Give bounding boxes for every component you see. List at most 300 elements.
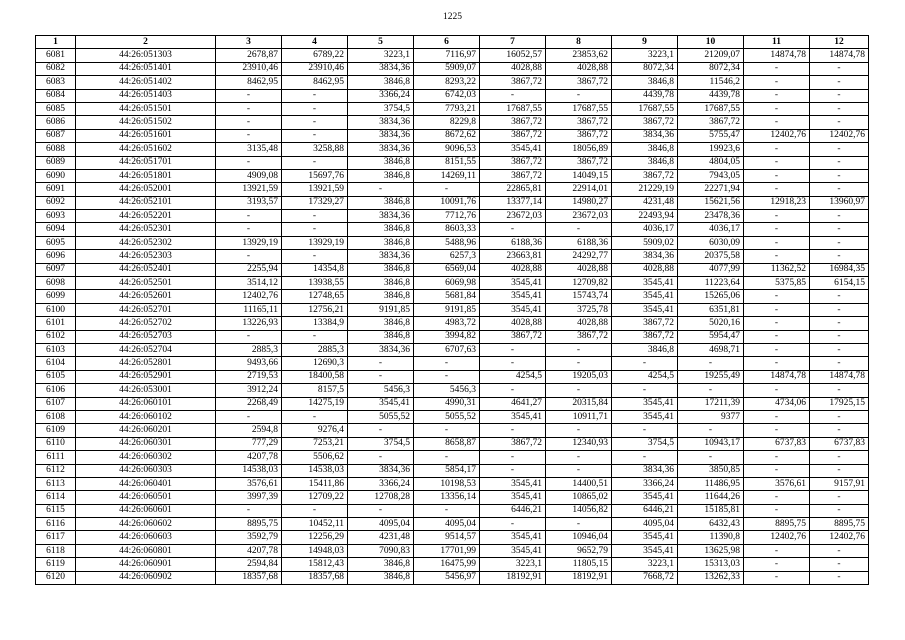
table-cell: 3223,1 bbox=[612, 49, 678, 62]
table-cell: - bbox=[810, 76, 869, 89]
table-row bbox=[36, 571, 869, 584]
table-cell: 6257,3 bbox=[414, 250, 480, 263]
table-cell: 6099 bbox=[36, 290, 76, 303]
table-cell: - bbox=[810, 236, 869, 249]
table-cell: 13356,14 bbox=[414, 491, 480, 504]
table-cell: 17687,55 bbox=[480, 102, 546, 115]
table-cell: - bbox=[282, 129, 348, 142]
table-cell: 6091 bbox=[36, 183, 76, 196]
table-cell: 6030,09 bbox=[678, 236, 744, 249]
table-cell: 3545,41 bbox=[612, 410, 678, 423]
table-cell: 4095,04 bbox=[348, 518, 414, 531]
table-cell: 5909,02 bbox=[612, 236, 678, 249]
table-cell: 9191,85 bbox=[348, 303, 414, 316]
table-cell: 18192,91 bbox=[480, 571, 546, 584]
table-cell: 22493,94 bbox=[612, 210, 678, 223]
table-cell: 16475,99 bbox=[414, 558, 480, 571]
table-cell: 10911,71 bbox=[546, 410, 612, 423]
table-cell: 3867,72 bbox=[546, 129, 612, 142]
table-cell: 18357,68 bbox=[282, 571, 348, 584]
table-cell: 17687,55 bbox=[678, 102, 744, 115]
table-cell: - bbox=[678, 424, 744, 437]
table-cell: 6095 bbox=[36, 236, 76, 249]
table-cell: 2885,3 bbox=[282, 343, 348, 356]
table-cell: 3545,41 bbox=[480, 290, 546, 303]
table-cell: - bbox=[414, 424, 480, 437]
table-cell: 44:26:052901 bbox=[76, 370, 216, 383]
table-cell: 7090,83 bbox=[348, 544, 414, 557]
table-cell: 3867,72 bbox=[480, 169, 546, 182]
table-row bbox=[36, 102, 869, 115]
table-row bbox=[36, 477, 869, 490]
table-cell: 3867,72 bbox=[612, 330, 678, 343]
table-cell: 3867,72 bbox=[612, 317, 678, 330]
table-cell: 18400,58 bbox=[282, 370, 348, 383]
table-cell: 19205,03 bbox=[546, 370, 612, 383]
table-row bbox=[36, 277, 869, 290]
table-cell: 3366,24 bbox=[348, 89, 414, 102]
table-cell: 44:26:060603 bbox=[76, 531, 216, 544]
table-cell: - bbox=[744, 76, 810, 89]
table-cell: 6707,63 bbox=[414, 343, 480, 356]
table-cell: 3545,41 bbox=[612, 397, 678, 410]
table-cell: - bbox=[414, 183, 480, 196]
table-cell: 5954,47 bbox=[678, 330, 744, 343]
table-cell: 4207,78 bbox=[216, 451, 282, 464]
table-cell: 23910,46 bbox=[216, 62, 282, 75]
table-cell: - bbox=[810, 317, 869, 330]
table-cell: 5055,52 bbox=[414, 410, 480, 423]
table-cell: - bbox=[480, 384, 546, 397]
table-cell: 44:26:052301 bbox=[76, 223, 216, 236]
table-cell: 5456,3 bbox=[348, 384, 414, 397]
table-cell: 11644,26 bbox=[678, 491, 744, 504]
table-cell: 5456,3 bbox=[414, 384, 480, 397]
table-cell: 44:26:052501 bbox=[76, 277, 216, 290]
table-cell: 12402,76 bbox=[810, 531, 869, 544]
table-cell: 4028,88 bbox=[480, 317, 546, 330]
table-cell: 4095,04 bbox=[414, 518, 480, 531]
table-cell: 3846,8 bbox=[348, 76, 414, 89]
table-cell: 4909,08 bbox=[216, 169, 282, 182]
table-cell: - bbox=[216, 250, 282, 263]
table-cell: - bbox=[480, 464, 546, 477]
table-cell: - bbox=[216, 102, 282, 115]
table-cell: 3834,36 bbox=[612, 464, 678, 477]
table-cell: 14275,19 bbox=[282, 397, 348, 410]
table-cell: 20315,84 bbox=[546, 397, 612, 410]
table-cell: 18357,68 bbox=[216, 571, 282, 584]
table-cell: 9191,85 bbox=[414, 303, 480, 316]
table-cell: 4028,88 bbox=[546, 62, 612, 75]
table-cell: 8462,95 bbox=[216, 76, 282, 89]
table-cell: 2255,94 bbox=[216, 263, 282, 276]
table-cell: 3834,36 bbox=[348, 250, 414, 263]
table-cell: 44:26:060601 bbox=[76, 504, 216, 517]
table-cell: 11165,11 bbox=[216, 303, 282, 316]
column-header: 7 bbox=[480, 36, 546, 49]
column-header: 9 bbox=[612, 36, 678, 49]
table-cell: - bbox=[744, 491, 810, 504]
table-row bbox=[36, 437, 869, 450]
table-cell: 22865,81 bbox=[480, 183, 546, 196]
table-cell: 3867,72 bbox=[480, 330, 546, 343]
table-row bbox=[36, 116, 869, 129]
table-cell: 44:26:052302 bbox=[76, 236, 216, 249]
table-cell: 15185,81 bbox=[678, 504, 744, 517]
table-cell: 6446,21 bbox=[480, 504, 546, 517]
table-cell: 4231,48 bbox=[612, 196, 678, 209]
table-cell: 10091,76 bbox=[414, 196, 480, 209]
table-cell: 6109 bbox=[36, 424, 76, 437]
table-cell: - bbox=[348, 183, 414, 196]
table-cell: - bbox=[282, 116, 348, 129]
table-cell: 3754,5 bbox=[348, 437, 414, 450]
table-cell: - bbox=[216, 330, 282, 343]
table-cell: 14874,78 bbox=[810, 370, 869, 383]
table-cell: 44:26:060801 bbox=[76, 544, 216, 557]
table-cell: 6100 bbox=[36, 303, 76, 316]
table-cell: 23672,03 bbox=[480, 210, 546, 223]
table-cell: - bbox=[216, 129, 282, 142]
table-cell: 2594,84 bbox=[216, 558, 282, 571]
table-cell: 6737,83 bbox=[810, 437, 869, 450]
table-cell: 3545,41 bbox=[480, 410, 546, 423]
table-cell: 9096,53 bbox=[414, 143, 480, 156]
table-cell: - bbox=[282, 330, 348, 343]
table-cell: - bbox=[546, 343, 612, 356]
table-cell: - bbox=[744, 464, 810, 477]
table-row bbox=[36, 156, 869, 169]
table-header bbox=[36, 36, 869, 49]
table-cell: - bbox=[282, 250, 348, 263]
table-cell: 5488,96 bbox=[414, 236, 480, 249]
table-cell: 3545,41 bbox=[480, 477, 546, 490]
table-cell: - bbox=[810, 210, 869, 223]
table-cell: 6110 bbox=[36, 437, 76, 450]
table-cell: 44:26:052801 bbox=[76, 357, 216, 370]
table-cell: 4077,99 bbox=[678, 263, 744, 276]
table-cell: 3834,36 bbox=[348, 210, 414, 223]
table-row bbox=[36, 544, 869, 557]
table-cell: - bbox=[216, 89, 282, 102]
table-cell: - bbox=[348, 504, 414, 517]
table-cell: - bbox=[744, 343, 810, 356]
table-cell: 44:26:051402 bbox=[76, 76, 216, 89]
table-cell: 6119 bbox=[36, 558, 76, 571]
table-cell: - bbox=[480, 518, 546, 531]
table-cell: 23910,46 bbox=[282, 62, 348, 75]
table-cell: 3846,8 bbox=[348, 156, 414, 169]
table-cell: 44:26:051502 bbox=[76, 116, 216, 129]
table-cell: 18056,89 bbox=[546, 143, 612, 156]
table-cell: 2594,8 bbox=[216, 424, 282, 437]
table-cell: - bbox=[810, 290, 869, 303]
table-cell: 8672,62 bbox=[414, 129, 480, 142]
column-header: 1 bbox=[36, 36, 76, 49]
table-row bbox=[36, 89, 869, 102]
table-cell: 13929,19 bbox=[216, 236, 282, 249]
table-cell: 3846,8 bbox=[348, 558, 414, 571]
table-cell: 3258,88 bbox=[282, 143, 348, 156]
table-cell: 44:26:060401 bbox=[76, 477, 216, 490]
table-cell: - bbox=[282, 210, 348, 223]
table-cell: - bbox=[744, 62, 810, 75]
table-row bbox=[36, 518, 869, 531]
table-cell: 4036,17 bbox=[678, 223, 744, 236]
table-cell: 3193,57 bbox=[216, 196, 282, 209]
table-cell: 4983,72 bbox=[414, 317, 480, 330]
table-cell: 23478,36 bbox=[678, 210, 744, 223]
table-cell: 5854,17 bbox=[414, 464, 480, 477]
table-cell: 5055,52 bbox=[348, 410, 414, 423]
table-cell: 4641,27 bbox=[480, 397, 546, 410]
table-cell: 3846,8 bbox=[348, 277, 414, 290]
table-cell: 3754,5 bbox=[612, 437, 678, 450]
table-cell: 5681,84 bbox=[414, 290, 480, 303]
table-cell: 3846,8 bbox=[348, 236, 414, 249]
table-cell: - bbox=[744, 303, 810, 316]
table-row bbox=[36, 143, 869, 156]
table-row bbox=[36, 451, 869, 464]
table-cell: 3223,1 bbox=[348, 49, 414, 62]
table-cell: 3545,41 bbox=[612, 531, 678, 544]
table-cell: 44:26:052702 bbox=[76, 317, 216, 330]
table-cell: 14874,78 bbox=[744, 49, 810, 62]
table-cell: - bbox=[810, 558, 869, 571]
table-cell: 3867,72 bbox=[480, 116, 546, 129]
table-cell: 4990,31 bbox=[414, 397, 480, 410]
table-cell: 6101 bbox=[36, 317, 76, 330]
table-cell: - bbox=[282, 504, 348, 517]
table-cell: 8157,5 bbox=[282, 384, 348, 397]
table-cell: 8895,75 bbox=[810, 518, 869, 531]
table-cell: 9276,4 bbox=[282, 424, 348, 437]
table-cell: 6737,83 bbox=[744, 437, 810, 450]
table-cell: 6096 bbox=[36, 250, 76, 263]
table-cell: 3834,36 bbox=[612, 250, 678, 263]
table-cell: 15743,74 bbox=[546, 290, 612, 303]
table-cell: - bbox=[348, 357, 414, 370]
table-cell: 44:26:051701 bbox=[76, 156, 216, 169]
table-cell: 6084 bbox=[36, 89, 76, 102]
table-cell: 4439,78 bbox=[678, 89, 744, 102]
table-cell: 3846,8 bbox=[612, 156, 678, 169]
table-cell: - bbox=[744, 169, 810, 182]
table-cell: 14049,15 bbox=[546, 169, 612, 182]
table-cell: - bbox=[414, 451, 480, 464]
table-cell: 12748,65 bbox=[282, 290, 348, 303]
table-cell: 11805,15 bbox=[546, 558, 612, 571]
table-cell: 3867,72 bbox=[546, 76, 612, 89]
table-cell: - bbox=[744, 210, 810, 223]
table-cell: 3867,72 bbox=[480, 129, 546, 142]
table-cell: 19923,6 bbox=[678, 143, 744, 156]
table-cell: 3846,8 bbox=[348, 290, 414, 303]
table-cell: 6107 bbox=[36, 397, 76, 410]
table-cell: 4804,05 bbox=[678, 156, 744, 169]
table-cell: - bbox=[810, 223, 869, 236]
table-cell: 3834,36 bbox=[348, 62, 414, 75]
table-cell: 6120 bbox=[36, 571, 76, 584]
table-cell: 3867,72 bbox=[612, 169, 678, 182]
table-cell: - bbox=[744, 357, 810, 370]
table-row bbox=[36, 384, 869, 397]
table-cell: 11362,52 bbox=[744, 263, 810, 276]
table-cell: - bbox=[216, 210, 282, 223]
table-cell: 14538,03 bbox=[282, 464, 348, 477]
table-cell: 2885,3 bbox=[216, 343, 282, 356]
table-cell: 777,29 bbox=[216, 437, 282, 450]
table-cell: - bbox=[810, 89, 869, 102]
table-cell: - bbox=[744, 102, 810, 115]
table-cell: 44:26:052703 bbox=[76, 330, 216, 343]
table-row bbox=[36, 49, 869, 62]
table-cell: 3754,5 bbox=[348, 102, 414, 115]
table-cell: 3846,8 bbox=[348, 223, 414, 236]
table-cell: 6098 bbox=[36, 277, 76, 290]
table-row bbox=[36, 196, 869, 209]
table-cell: - bbox=[282, 102, 348, 115]
table-cell: 4028,88 bbox=[480, 263, 546, 276]
column-header: 12 bbox=[810, 36, 869, 49]
table-cell: 3545,41 bbox=[348, 397, 414, 410]
column-header: 10 bbox=[678, 36, 744, 49]
table-cell: 14538,03 bbox=[216, 464, 282, 477]
table-cell: - bbox=[810, 357, 869, 370]
table-cell: - bbox=[744, 250, 810, 263]
table-cell: 4028,88 bbox=[546, 317, 612, 330]
table-cell: 3576,61 bbox=[744, 477, 810, 490]
table-cell: - bbox=[810, 504, 869, 517]
table-cell: 6102 bbox=[36, 330, 76, 343]
table-cell: 14400,51 bbox=[546, 477, 612, 490]
table-cell: - bbox=[612, 384, 678, 397]
table-cell: 44:26:051801 bbox=[76, 169, 216, 182]
table-cell: 6569,04 bbox=[414, 263, 480, 276]
table-cell: 6118 bbox=[36, 544, 76, 557]
table-cell: - bbox=[282, 410, 348, 423]
table-cell: - bbox=[282, 156, 348, 169]
table-cell: - bbox=[810, 491, 869, 504]
table-cell: 13921,59 bbox=[216, 183, 282, 196]
table-cell: 3867,72 bbox=[480, 437, 546, 450]
table-cell: 6351,81 bbox=[678, 303, 744, 316]
table-cell: 7943,05 bbox=[678, 169, 744, 182]
table-cell: 3912,24 bbox=[216, 384, 282, 397]
table-cell: 3545,41 bbox=[480, 491, 546, 504]
table-cell: - bbox=[744, 116, 810, 129]
table-cell: 7712,76 bbox=[414, 210, 480, 223]
table-cell: - bbox=[744, 410, 810, 423]
table-cell: 19255,49 bbox=[678, 370, 744, 383]
table-cell: 6085 bbox=[36, 102, 76, 115]
table-cell: - bbox=[744, 223, 810, 236]
table-cell: 13960,97 bbox=[810, 196, 869, 209]
table-cell: - bbox=[414, 370, 480, 383]
table-cell: 44:26:052101 bbox=[76, 196, 216, 209]
table-cell: 13625,98 bbox=[678, 544, 744, 557]
table-cell: 3545,41 bbox=[480, 544, 546, 557]
table-cell: 3867,72 bbox=[480, 76, 546, 89]
table-cell: 3592,79 bbox=[216, 531, 282, 544]
table-cell: - bbox=[810, 116, 869, 129]
table-cell: 6115 bbox=[36, 504, 76, 517]
table-cell: - bbox=[348, 370, 414, 383]
table-cell: 3846,8 bbox=[348, 317, 414, 330]
table-cell: 6111 bbox=[36, 451, 76, 464]
table-cell: 13377,14 bbox=[480, 196, 546, 209]
table-cell: 44:26:052704 bbox=[76, 343, 216, 356]
table-cell: 6090 bbox=[36, 169, 76, 182]
table-cell: 12402,76 bbox=[744, 129, 810, 142]
table-cell: - bbox=[678, 384, 744, 397]
table-cell: - bbox=[546, 424, 612, 437]
table-cell: 4254,5 bbox=[612, 370, 678, 383]
table-row bbox=[36, 76, 869, 89]
table-cell: 3545,41 bbox=[612, 303, 678, 316]
table-cell: 22914,01 bbox=[546, 183, 612, 196]
table-cell: 44:26:052001 bbox=[76, 183, 216, 196]
column-header: 6 bbox=[414, 36, 480, 49]
table-cell: - bbox=[744, 89, 810, 102]
table-cell: 5020,16 bbox=[678, 317, 744, 330]
table-cell: - bbox=[480, 343, 546, 356]
table-cell: 44:26:051602 bbox=[76, 143, 216, 156]
table-cell: 7668,72 bbox=[612, 571, 678, 584]
table-cell: 3850,85 bbox=[678, 464, 744, 477]
table-row bbox=[36, 370, 869, 383]
table-cell: 44:26:060102 bbox=[76, 410, 216, 423]
table-cell: 3867,72 bbox=[546, 116, 612, 129]
table-cell: 14948,03 bbox=[282, 544, 348, 557]
table-cell: - bbox=[348, 451, 414, 464]
table-cell: 4028,88 bbox=[546, 263, 612, 276]
table-cell: - bbox=[216, 410, 282, 423]
table-cell: - bbox=[744, 317, 810, 330]
table-cell: 44:26:051403 bbox=[76, 89, 216, 102]
table-cell: 3545,41 bbox=[480, 303, 546, 316]
table-cell: 12709,22 bbox=[282, 491, 348, 504]
table-cell: - bbox=[810, 410, 869, 423]
table-cell: 3545,41 bbox=[612, 491, 678, 504]
table-cell: 3834,36 bbox=[348, 116, 414, 129]
table-cell: - bbox=[744, 183, 810, 196]
table-cell: - bbox=[414, 357, 480, 370]
table-cell: 6082 bbox=[36, 62, 76, 75]
table-cell: 44:26:060303 bbox=[76, 464, 216, 477]
table-cell: 12340,93 bbox=[546, 437, 612, 450]
table-cell: 4207,78 bbox=[216, 544, 282, 557]
column-header: 3 bbox=[216, 36, 282, 49]
table-cell: - bbox=[810, 424, 869, 437]
table-cell: 8895,75 bbox=[744, 518, 810, 531]
table-cell: - bbox=[546, 89, 612, 102]
table-cell: 17701,99 bbox=[414, 544, 480, 557]
table-cell: 6188,36 bbox=[546, 236, 612, 249]
table-cell: 4095,04 bbox=[612, 518, 678, 531]
table-cell: 15697,76 bbox=[282, 169, 348, 182]
table-row bbox=[36, 223, 869, 236]
table-row bbox=[36, 183, 869, 196]
table-cell: 12402,76 bbox=[216, 290, 282, 303]
table-cell: 44:26:060901 bbox=[76, 558, 216, 571]
table-cell: 21209,07 bbox=[678, 49, 744, 62]
table-cell: 5909,07 bbox=[414, 62, 480, 75]
table-cell: 7793,21 bbox=[414, 102, 480, 115]
table-cell: 6113 bbox=[36, 477, 76, 490]
table-cell: 14354,8 bbox=[282, 263, 348, 276]
